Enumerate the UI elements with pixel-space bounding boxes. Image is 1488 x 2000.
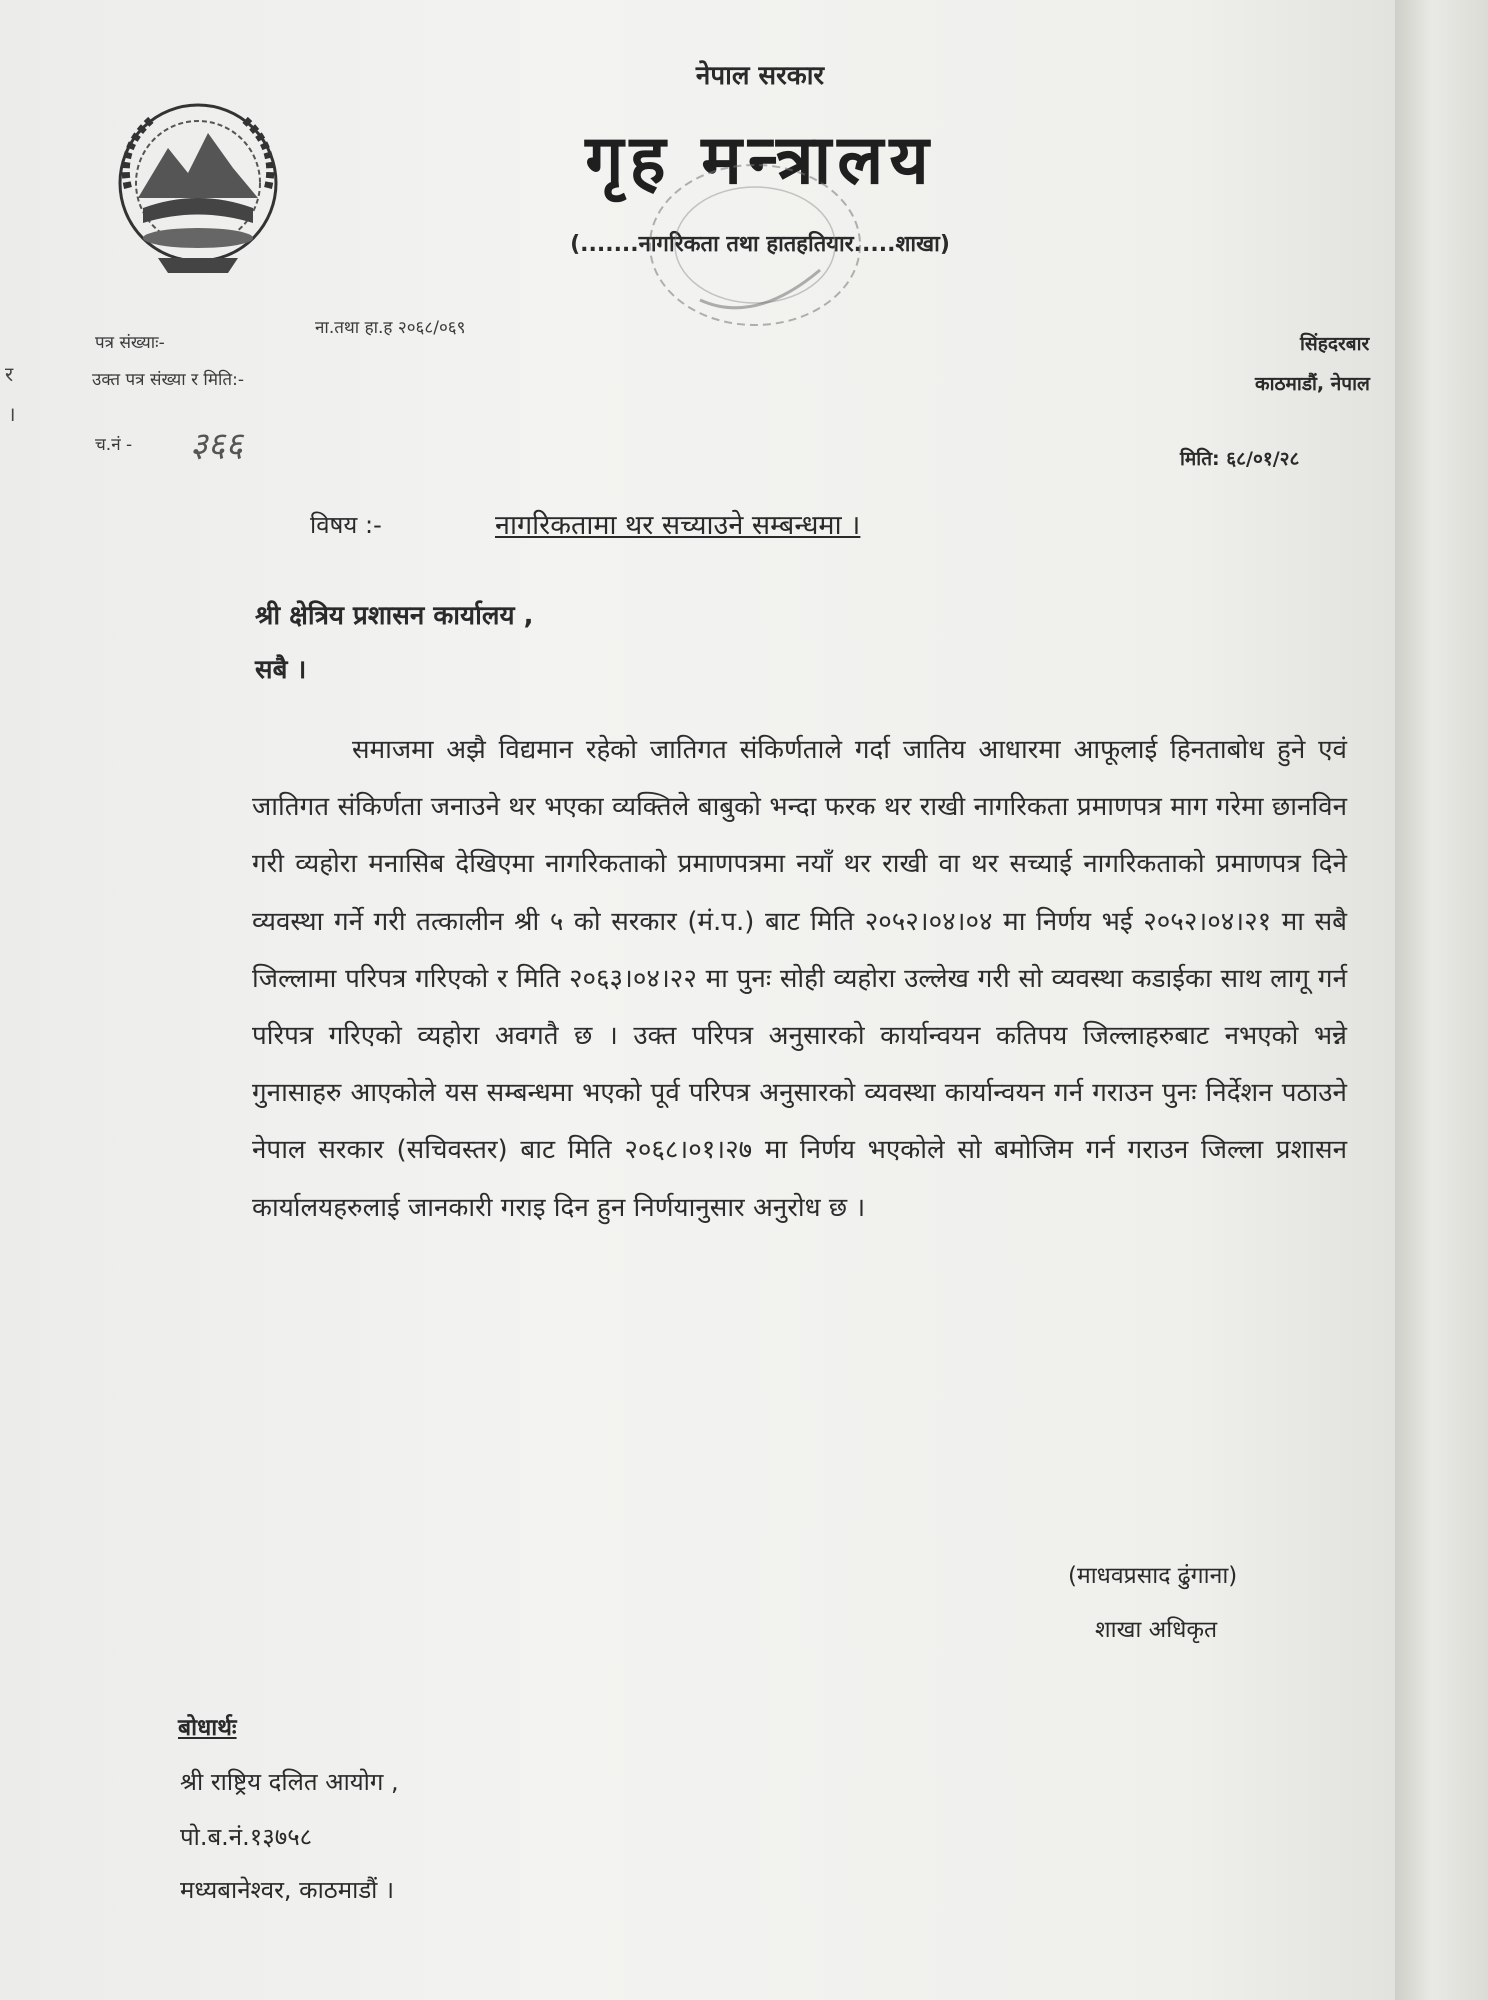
signatory-title: शाखा अधिकृत — [1095, 1617, 1218, 1643]
addressee-line-1: श्री क्षेत्रिय प्रशासन कार्यालय , — [255, 601, 534, 631]
nepal-emblem-icon — [98, 88, 298, 288]
correspondence-label: उक्त पत्र संख्या र मिति:- — [92, 370, 244, 390]
dispatch-number: ३६६ — [190, 425, 244, 465]
cc-heading: बोधार्थः — [178, 1715, 237, 1741]
cc-line-1: श्री राष्ट्रिय दलित आयोग , — [180, 1768, 399, 1796]
margin-mark: । — [8, 402, 16, 426]
letter-body: समाजमा अझै विद्यमान रहेको जातिगत संकिर्णताले गर्दा जातिय आधारमा आफूलाई हिनताबोध हुने एवं जातिगत संकिर्णता जनाउने थर भएका व्यक्तिले बाबुको भन्दा फरक थर राखी नागरिकता प्रमाणपत्र माग गरेमा छानविन गरी व्यहोरा मनासिब देखिएमा नागरिकताको प्रमाणपत्रमा नयाँ थर राखी वा थर सच्याई नागरिकताको प्रमाणपत्र दिने व्यवस्था गर्ने गरी तत्कालीन श्री ५ को सरकार (मं.प.) बाट मिति २०५२।०४।०४ मा निर्णय भई २०५२।०४।२१ मा सबै जिल्लामा परिपत्र गरिएको र मिति २०६३।०४।२२ मा पुनः सोही व्यहोरा उल्लेख गरी सो व्यवस्था कडाईका साथ लागू गर्न परिपत्र गरिएको व्यहोरा अवगतै छ । उक्त परिपत्र अनुसारको कार्यान्वयन कतिपय जिल्लाहरुबाट नभएको भन्ने गुनासाहरु आएकोले यस सम्बन्धमा भएको पूर्व परिपत्र अनुसारको व्यवस्था कार्यान्वयन गर्न गराउन पुनः निर्देशन पठाउने नेपाल सरकार (सचिवस्तर) बाट मिति २०६८।०१।२७ मा निर्णय भएकोले सो बमोजिम गर्न गराउन जिल्ला प्रशासन कार्यालयहरुलाई जानकारी गराइ दिन हुन निर्णयानुसार अनुरोध छ । — [252, 735, 1347, 1223]
place-line-2: काठमाडौं, नेपाल — [1255, 373, 1370, 395]
branch-name: (.......नागरिकता तथा हातहतियार.....शाखा) — [570, 232, 950, 257]
ministry-stamp-icon — [640, 150, 870, 340]
dispatch-label: च.नं - — [95, 435, 133, 455]
cc-line-2: पो.ब.नं.१३७५८ — [180, 1823, 313, 1851]
letter-number-label: पत्र संख्याः- — [95, 333, 165, 353]
subject-label: विषय :- — [310, 511, 382, 539]
margin-mark: र — [5, 362, 14, 386]
signatory-name: (माधवप्रसाद ढुंगाना) — [1068, 1563, 1238, 1589]
cc-line-3: मध्यबानेश्वर, काठमाडौं । — [180, 1876, 395, 1904]
page-edge — [1395, 0, 1488, 2000]
place-line-1: सिंहदरबार — [1300, 333, 1370, 355]
letter-number-value: ना.तथा हा.ह २०६८/०६९ — [315, 318, 466, 338]
letter-date: मिति: ६८/०१/२८ — [1180, 448, 1300, 470]
subject-text: नागरिकतामा थर सच्याउने सम्बन्धमा । — [495, 510, 861, 541]
addressee-line-2: सबै । — [255, 655, 307, 685]
government-name: नेपाल सरकार — [695, 61, 825, 91]
ministry-title: गृह मन्त्रालय — [585, 121, 935, 200]
